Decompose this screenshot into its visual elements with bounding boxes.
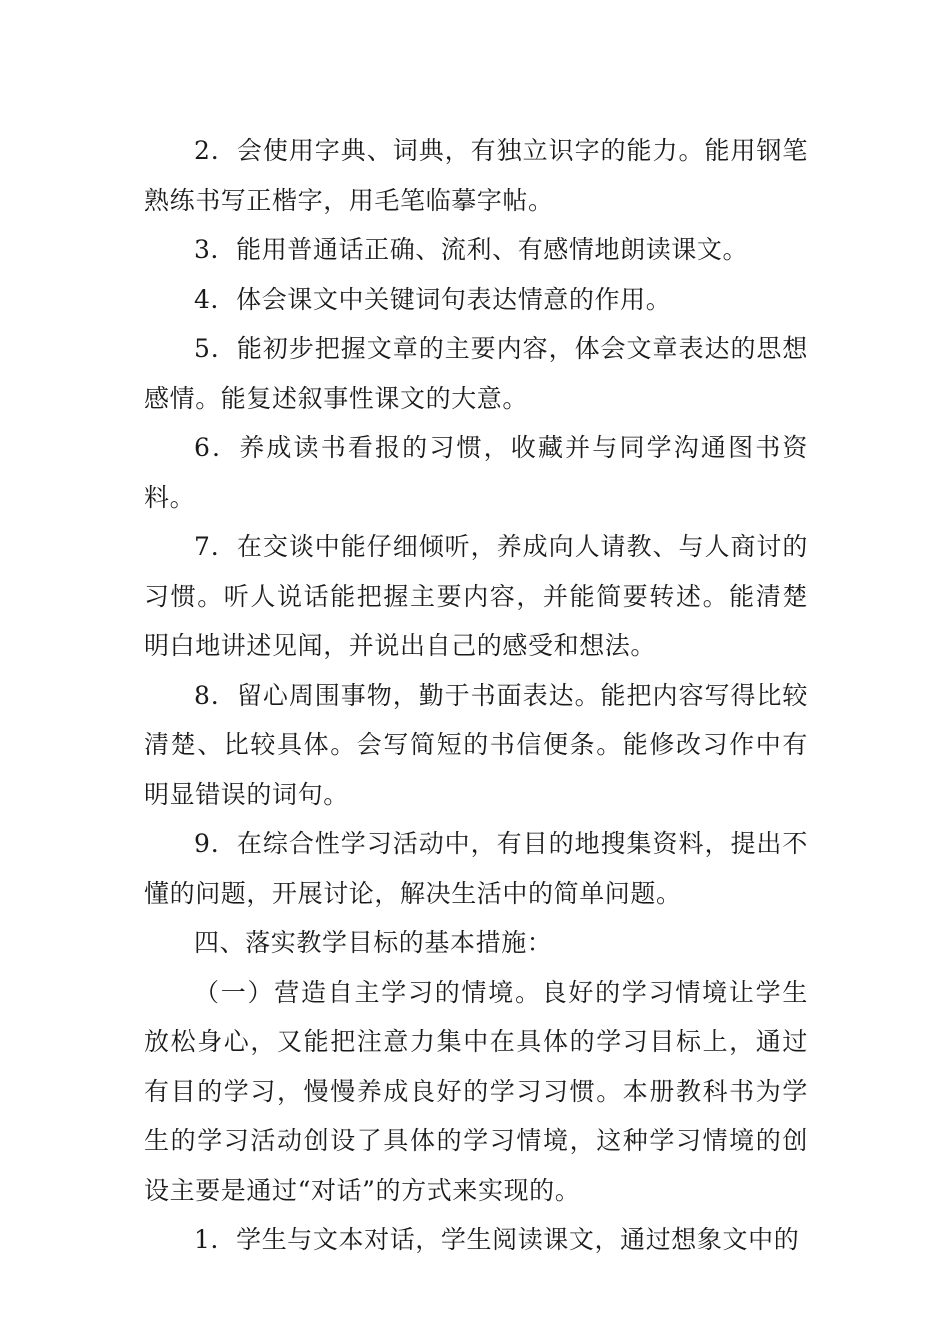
section-heading-measures: 四、落实教学目标的基本措施： — [194, 928, 553, 957]
paragraph-goal-3: 3．能用普通话正确、流利、有感情地朗读课文。 — [194, 235, 749, 264]
paragraph-goal-9: 9．在综合性学习活动中，有目的地搜集资料，提出不懂的问题，开展讨论，解决生活中的简单问题。 — [144, 829, 808, 908]
paragraph-goal-5: 5．能初步把握文章的主要内容，体会文章表达的思想感情。能复述叙事性课文的大意。 — [144, 334, 808, 413]
document-body — [144, 126, 808, 1265]
paragraph-goal-2: 2．会使用字典、词典，有独立识字的能力。能用钢笔熟练书写正楷字，用毛笔临摹字帖。 — [144, 136, 808, 215]
paragraph-dialogue-1: 1．学生与文本对话，学生阅读课文，通过想象文中的 — [194, 1225, 800, 1254]
paragraph-goal-6: 6．养成读书看报的习惯，收藏并与同学沟通图书资料。 — [144, 433, 808, 512]
paragraph-goal-4: 4．体会课文中关键词句表达情意的作用。 — [194, 284, 672, 314]
paragraph-goal-7: 7．在交谈中能仔细倾听，养成向人请教、与人商讨的习惯。听人说话能把握主要内容，并能简要转述。能清楚明白地讲述见闻，并说出自己的感受和想法。 — [144, 532, 808, 660]
paragraph-measure-1: （一）营造自主学习的情境。良好的学习情境让学生放松身心，又能把注意力集中在具体的学习目标上，通过有目的学习，慢慢养成良好的学习习惯。本册教科书为学生的学习活动创设了具体的学习情境，这种学习情境的创设主要是通过“对话”的方式来实现的。 — [144, 977, 808, 1205]
paragraph-goal-8: 8．留心周围事物，勤于书面表达。能把内容写得比较清楚、比较具体。会写简短的书信便条。能修改习作中有明显错误的词句。 — [144, 680, 808, 809]
